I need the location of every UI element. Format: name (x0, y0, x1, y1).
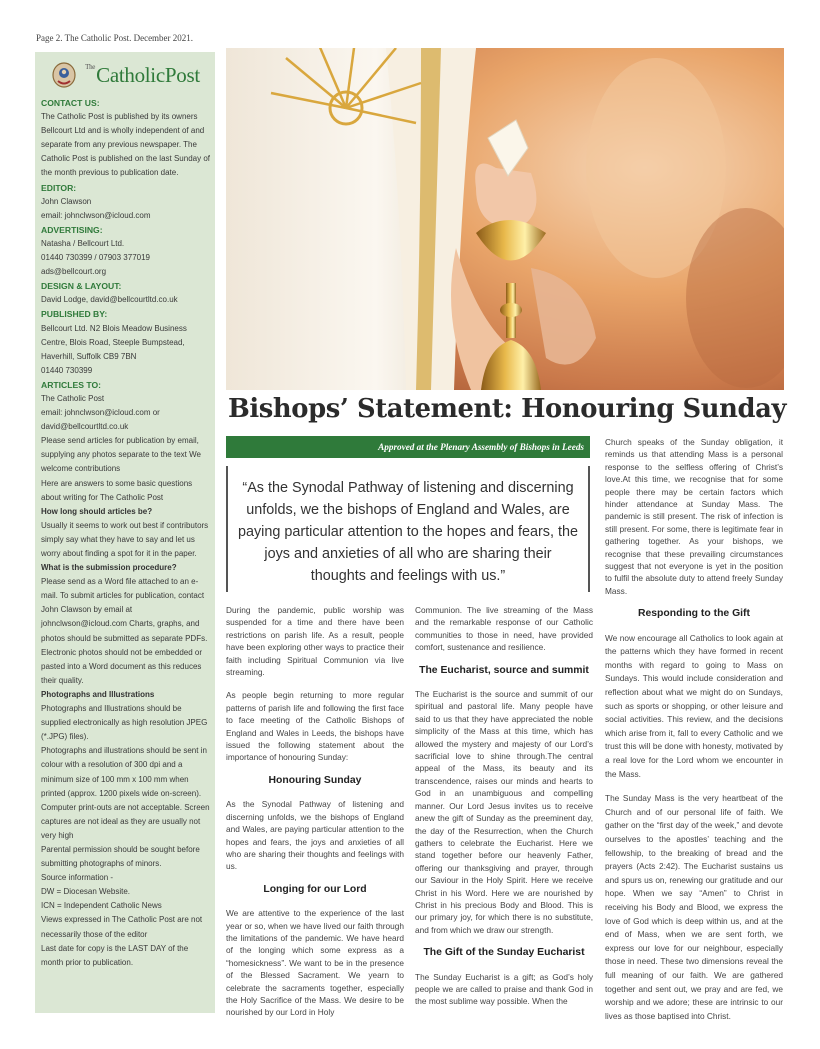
approved-banner: Approved at the Plenary Assembly of Bishops in Leeds (226, 436, 590, 458)
logo-wordmark: $^{The}$CatholicPost (85, 62, 200, 87)
sidebar-text: Photographs and illustrations should be sent in colour with a resolution of 300 dpi and a minimum size of 100 mm x 100 mm when printed (approx. 1200 pixels wide on-screen). (41, 746, 207, 798)
sidebar-text: Please send as a Word file attached to an e-mail. To submit articles for publication, contact John Clawson by email at johnclwson@icloud.com Charts, graphs, and photos should be submitted as separate PDFs. Electronic photos should not be embedded or pasted into a Word document as this reduces their quality. (41, 577, 208, 685)
sidebar-heading: ADVERTISING: (41, 224, 103, 235)
sidebar-text: Bellcourt Ltd. N2 Blois Meadow Business Centre, Blois Road, Steeple Bumpstead, Haverhill, Suffolk CB9 7BN (41, 323, 187, 361)
sidebar-text: 01440 730399 / 07903 377019 (41, 253, 150, 263)
sidebar-text: email: johnclwson@icloud.com (41, 210, 151, 220)
sidebar-text: Usually it seems to work out best if contributors simply say what they have to say and let us worry about finding a spot for it in the paper. (41, 520, 209, 558)
contact-sidebar (35, 52, 215, 1013)
section-heading: Responding to the Gift (638, 608, 750, 620)
sidebar-text: Last date for copy is the LAST DAY of the month prior to publication. (41, 943, 189, 967)
article-paragraph: During the pandemic, public worship was suspended for a time and there have been restrictions on parish life. As a result, people have been exploring other ways to practice their faith including Spiritual Communion via live streaming. (226, 605, 404, 678)
sidebar-text: ICN = Independent Catholic News (41, 901, 162, 911)
sidebar-text: John Clawson (41, 196, 92, 206)
hero-photo-eucharist (226, 48, 784, 390)
article-paragraph: Communion. The live streaming of the Mass and the remarkable response of our Catholic communities to those in need, have provided comfort, sustenance and resilience. (415, 605, 593, 653)
sidebar-text: ads@bellcourt.org (41, 267, 107, 277)
sidebar-text: The Catholic Post (41, 393, 105, 403)
sidebar-subheading: What is the submission procedure? (41, 563, 177, 573)
sidebar-text: Source information - (41, 873, 114, 883)
article-paragraph: We now encourage all Catholics to look again at the patterns which they have formed in recent months with regard to going to Mass on Sundays. This would include consideration and reflection about what we might do on Sundays, such as sports or shopping, or other leisure and social activities. This review, and the decisions which arise from it, fall to every Catholic and we trust this will be done with honesty, motivated by a real love for the Lord whom we encounter in the Mass. (605, 632, 783, 779)
article-paragraph: As people begin returning to more regular patterns of parish life and following the first face to face meeting of the Catholic Bishops of England and Wales in Leeds, the bishops have issued the following statement about the importance of honouring Sunday: (226, 690, 404, 763)
article-paragraph: As the Synodal Pathway of listening and discerning unfolds, we the bishops of England and Wales, are paying particular attention to the hopes and fears, the joys and anxieties of all who are sharing their thoughts and feelings with us. (226, 799, 404, 872)
article-paragraph: We are attentive to the experience of the last year or so, when we have lived our faith through the limitations of the pandemic. We have heard of the longing which some express as a “homesickness”. We want to be in the presence of the Blessed Sacrament. We yearn to celebrate the sacraments together, especially the Holy Sacrifice of the Mass. We desire to be nourished by our Lord in Holy (226, 908, 404, 1018)
sidebar-heading: DESIGN & LAYOUT: (41, 281, 122, 292)
article-column-2 (415, 604, 593, 1019)
sidebar-heading: PUBLISHED BY: (41, 309, 108, 320)
sidebar-text: DW = Diocesan Website. (41, 887, 130, 897)
sidebar-text: The Catholic Post is published by its owners Bellcourt Ltd and is wholly independent of and separate from any previous newspaper. The Catholic Post is published on the last Sunday of the month previous to publication date. (41, 112, 210, 178)
article-paragraph: The Sunday Eucharist is a gift; as God’s holy people we are called to praise and thank God in the most sublime way possible. When the (415, 971, 593, 1007)
page-header: Page 2. The Catholic Post. December 2021. (36, 33, 194, 43)
sidebar-text: Natasha / Bellcourt Ltd. (41, 238, 125, 248)
section-heading: The Gift of the Sunday Eucharist (423, 947, 585, 959)
pull-quote: “As the Synodal Pathway of listening and discerning unfolds, we the bishops of England and Wales, are paying particular attention to the hopes and fears, the joys and anxieties of all who are sharing their thoughts and feelings with us.” (226, 466, 590, 592)
sidebar-subheading: Photographs and Illustrations (41, 689, 155, 699)
sidebar-text: email: johnclwson@icloud.com or david@bellcourtltd.co.uk (41, 408, 160, 432)
article-column-1 (226, 604, 404, 1030)
logo-emblem-icon (51, 62, 77, 88)
article-paragraph: The Sunday Mass is the very heartbeat of the Church and of our personal life of faith. We gather on the “first day of the week,” and devote ourselves to the apostles’ teaching and the fellowship, to the breaking of bread and the prayers (Acts 2:42). The Eucharist sustains us and spurs us on, renewing our gratitude and our hope. When we say “Amen” to Christ in receiving his Body and Blood, we express the love of God which is deep within us, and at the end of Mass, when we are sent forth, we express our love for our neighbour, especially those in need. These two dimensions reveal the full meaning of our faith. We are gathered together and sent out, we pray and are fed, we worship and we adore; these are intrinsic to our lives as those baptised into Christ. (605, 793, 783, 1021)
sidebar-text: Computer print-outs are not acceptable. Screen captures are not ideal as they are usually not very high (41, 802, 210, 840)
sidebar-text: 01440 730399 (41, 365, 93, 375)
sidebar-text: Photographs and Illustrations should be supplied electronically as high resolution JPEG (*.JPG) files). (41, 704, 208, 742)
catholic-post-logo (41, 56, 210, 94)
article-headline: Bishops’ Statement: Honouring Sunday (228, 394, 787, 424)
sidebar-heading: EDITOR: (41, 182, 77, 193)
section-heading: Honouring Sunday (268, 774, 362, 786)
section-heading: The Eucharist, source and summit (419, 664, 589, 676)
sidebar-heading: CONTACT US: (41, 98, 100, 108)
sidebar-heading: ARTICLES TO: (41, 379, 101, 390)
article-paragraph: The Eucharist is the source and summit of our spiritual and pastoral life. Many people have said to us that they have appreciated the noble simplicity of the Mass at this time, which has allowed the mystery and majesty of our Lord’s sacrificial love to shine through.The central appeal of the Mass, its beauty and its transcendence, raises our minds and hearts to God in an unambiguous and compelling manner. Our Lord Jesus invites us to receive anew the gift of Sunday as the preeminent day, the day of the Resurrection, when the Church gathers to celebrate the Eucharist. Here we stand together before our heavenly Father, offering our thanksgiving and prayer, through our Saviour in the Holy Spirit. Here we receive Christ in his Word. Here we are nourished by Christ in his precious Body and Blood. This is our primary joy, for which there is no substitute, and from which we draw our strength. (415, 689, 593, 935)
sidebar-text: David Lodge, david@bellcourtltd.co.uk (41, 295, 178, 305)
sidebar-text: Here are answers to some basic questions about writing for The Catholic Post (41, 478, 193, 502)
sidebar-text: Please send articles for publication by email, supplying any photos separate to the text We welcome contributions (41, 436, 201, 474)
sidebar-text: Parental permission should be sought before submitting photographs of minors. (41, 844, 200, 869)
article-paragraph: Church speaks of the Sunday obligation, it reminds us that attending Mass is a personal response to the selfless offering of Christ’s love.At this time, we recognise that for some people there may be certain factors which hinder attendance at Sunday Mass. The pandemic is still present. The risk of infection is still present. For some, there is legitimate fear in gathering together. As your bishops, we recognise that these prevailing circumstances suggest that not everyone is yet in the position to fulfil the absolute duty to attend freely Sunday Mass. (605, 437, 783, 596)
section-heading: Longing for our Lord (263, 883, 367, 895)
priest-chalice-illustration (226, 48, 784, 390)
sidebar-subheading: How long should articles be? (41, 506, 153, 516)
sidebar-text: Views expressed in The Catholic Post are not necessarily those of the editor (41, 915, 203, 939)
article-column-3 (605, 436, 783, 1034)
